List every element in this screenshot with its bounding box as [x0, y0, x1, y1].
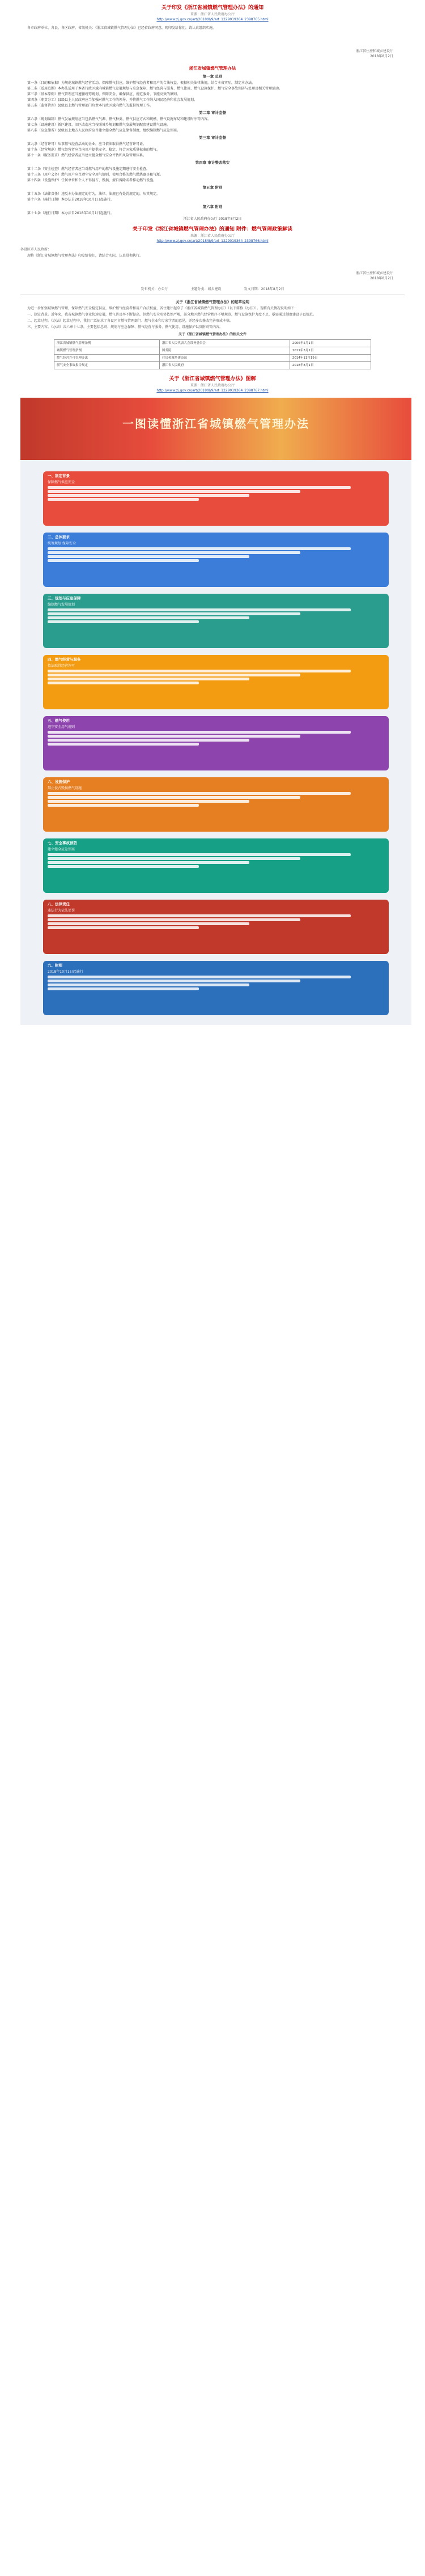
final-article: 第十七条（施行日期）本办法自2018年10月1日起施行。 [27, 211, 114, 215]
doc1-intro: 各市政府单位、各县、各区政府、省级机关：《浙江省城镇燃气管理办法》已经省政府同意，现印发给你们，请认真组织实施。 [27, 26, 216, 30]
text-line-placeholder [48, 486, 351, 489]
text-line-placeholder [48, 731, 351, 734]
interp-paragraph: 一、制定背景。近年来，我省城镇燃气事业快速发展，燃气普及率不断提高，但燃气安全形势依然严峻，部分地区燃气经营秩序不够规范，燃气设施保护力度不足，亟需通过制度建设予以规范。 [27, 313, 317, 317]
table-cell: 浙江省城镇燃气管理条例 [54, 340, 160, 347]
interp-paragraph: 为进一步加强城镇燃气管理，保障燃气安全稳定供应，维护燃气经营者和用户合法权益，省住建厅起草了《浙江省城镇燃气管理办法》（以下简称《办法》）。现将有关情况说明如下： [27, 306, 298, 310]
article-list-1 [20, 80, 405, 108]
doc1-source: 来源：浙江省人民政府办公厅 [190, 12, 235, 16]
text-line-placeholder [48, 735, 300, 738]
article: 第十条（经营规范）燃气经营者应当向用户提供安全、稳定、符合国家质量标准的燃气。 [27, 148, 160, 152]
section-text: 违法行为依法处罚 [48, 909, 75, 913]
section-heading: 六、设施保护 [48, 780, 70, 784]
article: 第七条（设施建设）新区建设、旧区改造应当按照城乡规划和燃气发展规划配套建设燃气设施。 [27, 123, 171, 127]
section-text: 2018年10月1日起施行 [48, 970, 83, 974]
table-row [54, 340, 371, 347]
table-row [54, 355, 371, 362]
text-line-placeholder [48, 547, 351, 550]
section-heading: 五、燃气使用 [48, 718, 70, 723]
text-line-placeholder [48, 800, 249, 803]
table-cell: 城镇燃气管理条例 [54, 347, 160, 355]
section-text: 编制燃气发展规划 [48, 603, 75, 607]
section-heading: 三、规划与应急保障 [48, 596, 81, 601]
article-list-5 [20, 191, 405, 202]
section-text: 统筹规划 保障安全 [48, 542, 76, 546]
table-cell: 浙江省人民代表大会常务委员会 [159, 340, 290, 347]
table-row [54, 362, 371, 369]
chapter-6: 第六章 附则 [202, 205, 223, 209]
article: 第十三条（用户义务）燃气用户应当遵守安全用气规则，使用合格的燃气燃烧器具和气瓶。 [27, 173, 164, 177]
text-line-placeholder [48, 678, 249, 680]
doc2-addressee: 各设区市人民政府： [20, 248, 52, 252]
text-line-placeholder [48, 555, 249, 558]
section-heading: 七、安全事故预防 [48, 841, 77, 845]
section-text: 依法取得经营许可 [48, 664, 75, 668]
doc2-sign-date: 2018年8月2日 [370, 276, 393, 280]
section-text: 遵守安全用气规则 [48, 725, 75, 729]
doc2-dept: 发布机关：办公厅 [141, 287, 168, 291]
table-cell: 浙江省人民政府 [159, 362, 290, 369]
table-cell: 燃气安全事故报告规定 [54, 362, 160, 369]
doc2-source: 来源：浙江省人民政府办公厅 [190, 234, 235, 238]
text-line-placeholder [48, 987, 199, 990]
article: 第九条（经营许可）从事燃气经营活动的企业，应当依法取得燃气经营许可证。 [27, 142, 147, 146]
doc1-sign-date: 2018年8月2日 [370, 54, 393, 58]
text-line-placeholder [48, 983, 249, 986]
interp-table-title: 关于《浙江省城镇燃气管理办法》的相关文件 [178, 333, 246, 337]
related-docs-table [54, 339, 371, 369]
infographic-section [43, 533, 389, 587]
article: 第六条（规划编制）燃气发展规划应当包括燃气气源、燃气种类、燃气供应方式和规模、燃气设施布局和建设时序等内容。 [27, 117, 211, 121]
table-cell: 燃气经营许可管理办法 [54, 355, 160, 362]
text-line-placeholder [48, 853, 351, 856]
section-heading: 四、燃气经营与服务 [48, 657, 81, 662]
section-text: 建立健全应急预案 [48, 848, 75, 851]
infographic-section [43, 900, 389, 954]
text-line-placeholder [48, 612, 300, 615]
text-line-placeholder [48, 670, 351, 672]
text-line-placeholder [48, 616, 249, 619]
table-cell: 2006年5月1日 [290, 340, 371, 347]
doc2-url[interactable]: http://www.zj.gov.cn/art/2018/8/9/art_1229019364_2398766.html [156, 239, 269, 243]
text-line-placeholder [48, 865, 199, 868]
table-cell: 国务院 [159, 347, 290, 355]
text-line-placeholder [48, 914, 351, 917]
text-line-placeholder [48, 608, 351, 611]
text-line-placeholder [48, 804, 199, 807]
article: 第十二条（安全检查）燃气经营者应当对燃气用户的燃气设施定期进行安全检查。 [27, 167, 150, 171]
interp-title: 关于《浙江省城镇燃气管理办法》的起草说明 [176, 300, 249, 304]
article-list-4 [20, 167, 405, 183]
poster-link-title[interactable]: 关于《浙江省城镇燃气管理办法》图解 [169, 376, 256, 382]
article-list-3 [20, 142, 405, 158]
table-cell: 2014年11月19日 [290, 355, 371, 362]
infographic-section [43, 655, 389, 709]
section-heading: 九、附则 [48, 963, 62, 968]
interp-paragraphs [20, 306, 405, 330]
article: 第五条（监督管理）县级以上燃气管理部门负责本行政区域内燃气的监督管理工作。 [27, 104, 154, 108]
text-line-placeholder [48, 490, 300, 493]
text-line-placeholder [48, 682, 199, 684]
article: 第二条（适用范围）本办法适用于本省行政区域内城镇燃气发展规划与应急保障、燃气经营与服务、燃气使用、燃气设施保护、燃气安全事故预防与处理及相关管理活动。 [27, 87, 283, 91]
infographic-title: 一图读懂浙江省城镇燃气管理办法 [122, 417, 309, 431]
text-line-placeholder [48, 792, 351, 795]
text-line-placeholder [48, 980, 300, 982]
article: 第十五条（法律责任）违反本办法规定的行为，法律、法规已有处罚规定的，从其规定。 [27, 192, 160, 196]
text-line-placeholder [48, 674, 300, 676]
text-line-placeholder [48, 796, 300, 799]
poster-source: 来源：浙江省人民政府办公厅 [190, 384, 235, 388]
chapter-4: 第四章 审计整改落实 [195, 160, 230, 165]
doc1-title[interactable]: 关于印发《浙江省城镇燃气管理办法》的通知 [161, 5, 264, 11]
content [0, 0, 425, 1025]
article-list-2 [20, 117, 405, 133]
doc2-issuer: 主题分类：城乡建设 [190, 287, 222, 291]
section-text: 禁止侵占毁损燃气设施 [48, 786, 82, 790]
text-line-placeholder [48, 857, 300, 860]
article: 第三条（基本原则）燃气管理应当遵循统筹规划、保障安全、确保供应、规范服务、节能高效的原则。 [27, 92, 181, 96]
chapter-3: 第三章 审计监督 [199, 135, 226, 140]
doc2-body: 现将《浙江省城镇燃气管理办法》印发给你们，请结合实际，认真贯彻执行。 [27, 254, 143, 258]
text-line-placeholder [48, 926, 199, 929]
final-sign: 浙江省人民政府办公厅 2018年8月2日 [183, 217, 242, 221]
infographic-section [43, 961, 389, 1015]
text-line-placeholder [48, 494, 249, 497]
text-line-placeholder [48, 551, 300, 554]
section-heading: 二、总体要求 [48, 535, 70, 539]
text-line-placeholder [48, 922, 249, 925]
infographic-section [43, 838, 389, 893]
interp-paragraph: 二、起草过程。《办法》起草过程中，我们广泛征求了各设区市燃气管理部门、燃气企业和专家学者的意见，并经多次修改完善形成本稿。 [27, 319, 233, 323]
chapter-2: 第二章 审计监督 [199, 110, 226, 115]
article: 第四条（职责分工）县级以上人民政府应当加强对燃气工作的领导，并将燃气工作纳入国民经济和社会发展规划。 [27, 98, 198, 102]
section-text: 保障燃气供应安全 [48, 480, 75, 484]
interp-paragraph: 三、主要内容。《办法》共六章十七条，主要包括总则、规划与应急保障、燃气经营与服务、燃气使用、设施保护以及附则等内容。 [27, 325, 223, 329]
doc2-sign-org: 浙江省住房和城乡建设厅 [355, 271, 393, 275]
infographic [20, 398, 411, 1025]
text-line-placeholder [48, 861, 249, 864]
doc1-sign-org: 浙江省住房和城乡建设厅 [355, 49, 393, 53]
infographic-section [43, 716, 389, 770]
table-cell: 2018年8月1日 [290, 362, 371, 369]
infographic-section [43, 471, 389, 526]
doc2-title[interactable]: 关于印发《浙江省城镇燃气管理办法》的通知 附件：燃气管理政策解读 [132, 227, 293, 232]
section-heading: 一、制定背景 [48, 474, 70, 478]
doc1-url[interactable]: http://www.zj.gov.cn/art/2018/8/9/art_1229019364_2398765.html [156, 18, 269, 22]
text-line-placeholder [48, 743, 199, 746]
poster-url[interactable]: http://www.zj.gov.cn/art/2018/8/9/art_1229019364_2398767.html [156, 389, 269, 393]
text-line-placeholder [48, 976, 351, 978]
table-cell: 2011年3月1日 [290, 347, 371, 355]
article: 第八条（应急储备）县级以上地方人民政府应当建立健全燃气应急储备制度，组织编制燃气应急预案。 [27, 129, 181, 133]
text-line-placeholder [48, 559, 199, 562]
table-row [54, 347, 371, 355]
text-line-placeholder [48, 620, 199, 623]
text-line-placeholder [48, 918, 300, 921]
doc2-date: 发文日期：2018年8月2日 [244, 287, 284, 291]
text-line-placeholder [48, 498, 199, 501]
chapter-1: 第一章 总则 [202, 74, 223, 79]
infographic-section [43, 594, 389, 648]
chapter-5: 第五章 附则 [202, 185, 223, 190]
decree-title[interactable]: 浙江省城镇燃气管理办法 [189, 66, 236, 71]
section-heading: 八、法律责任 [48, 902, 70, 906]
article: 第十四条（设施保护）任何单位和个人不得侵占、毁损、擅自拆除或者移动燃气设施。 [27, 178, 157, 182]
text-line-placeholder [48, 739, 249, 742]
article: 第一条（目的和依据）为规范城镇燃气经营活动，保障燃气供应，维护燃气经营者和用户的合法权益，根据相关法律法规，结合本省实际，制定本办法。 [27, 81, 256, 85]
table-cell: 住房和城乡建设部 [159, 355, 290, 362]
article: 第十一条（服务要求）燃气经营者应当建立健全燃气安全评估和风险管理体系。 [27, 154, 147, 157]
infographic-section [43, 777, 389, 832]
doc2-meta-row [20, 287, 405, 292]
article: 第十六条（施行日期）本办法自2018年10月1日起施行。 [27, 198, 114, 202]
